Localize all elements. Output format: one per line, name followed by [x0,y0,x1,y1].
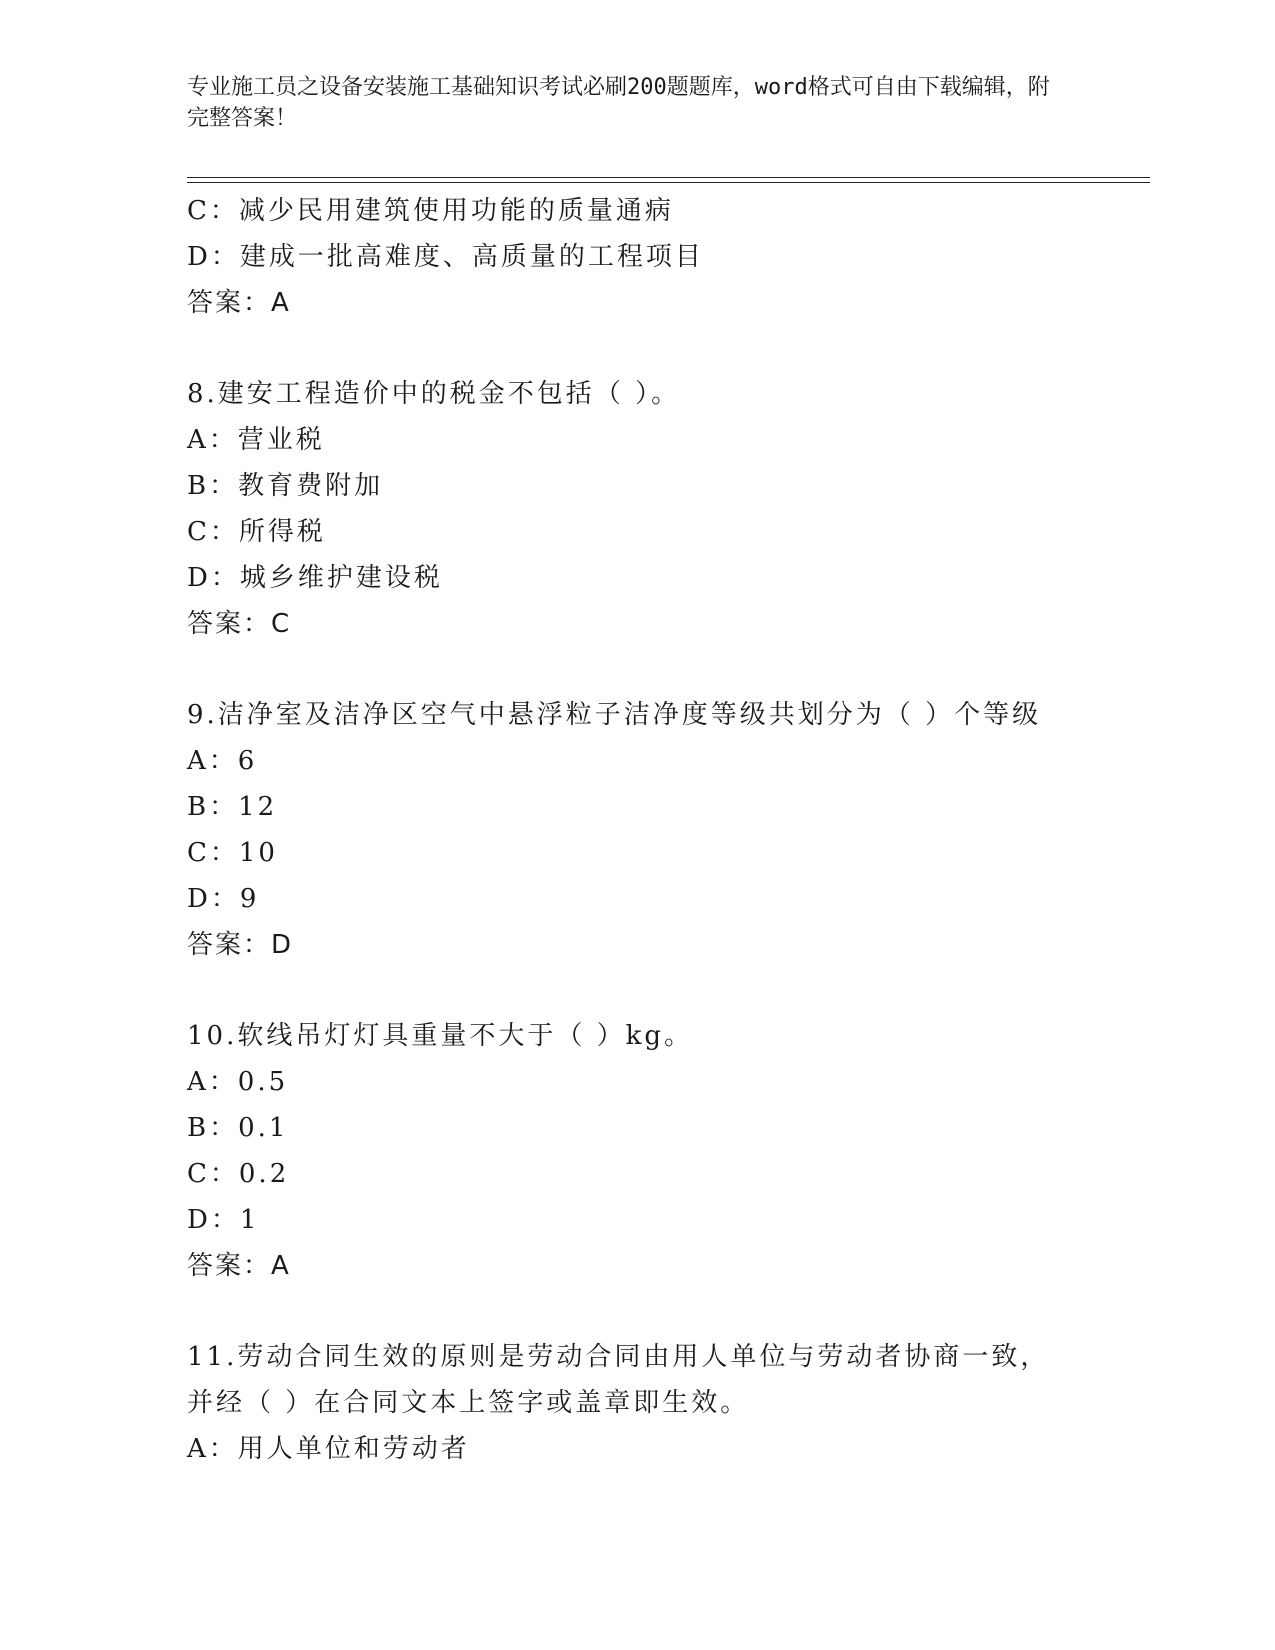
answer-label: 答案：A [187,1251,291,1281]
answer-label: 答案：D [187,930,294,960]
option-c: C：10 [187,838,278,868]
spacer [187,326,1087,371]
question-stem: 9.洁净室及洁净区空气中悬浮粒子洁净度等级共划分为（ ）个等级 [187,700,1042,730]
document-header-title: 专业施工员之设备安装施工基础知识考试必刷200题题库，word格式可自由下载编辑，附完整答案！ [187,75,1050,131]
option-d: D：城乡维护建设税 [187,563,443,593]
question-stem: 11.劳动合同生效的原则是劳动合同由用人单位与劳动者协商一致，并经（ ）在合同文本上签字或盖章即生效。 [187,1342,1050,1418]
question-fragment [187,188,1087,326]
option-a: A：用人单位和劳动者 [187,1434,470,1464]
question-stem: 10.软线吊灯灯具重量不大于（ ）kg。 [187,1021,694,1051]
header-divider-bottom [187,182,1150,183]
option-a: A：6 [187,746,258,776]
spacer [187,968,1087,1013]
option-b: B：教育费附加 [187,471,384,501]
spacer [187,1289,1087,1334]
question-stem: 8.建安工程造价中的税金不包括（ ）。 [187,379,681,409]
option-c: C：减少民用建筑使用功能的质量通病 [187,196,674,226]
header-divider-top [187,177,1150,178]
answer-label: 答案：A [187,288,291,318]
question-list [187,188,1087,1472]
option-d: D：9 [187,884,260,914]
question-block [187,1013,1087,1289]
option-c: C：所得税 [187,517,326,547]
option-a: A：0.5 [187,1067,289,1097]
option-d: D：建成一批高难度、高质量的工程项目 [187,242,704,272]
question-block [187,692,1087,968]
option-a: A：营业税 [187,425,325,455]
question-block [187,1334,1087,1472]
option-b: B：0.1 [187,1113,289,1143]
question-block [187,371,1087,647]
spacer [187,647,1087,692]
option-d: D：1 [187,1205,260,1235]
option-b: B：12 [187,792,278,822]
option-c: C：0.2 [187,1159,290,1189]
answer-label: 答案：C [187,609,292,639]
